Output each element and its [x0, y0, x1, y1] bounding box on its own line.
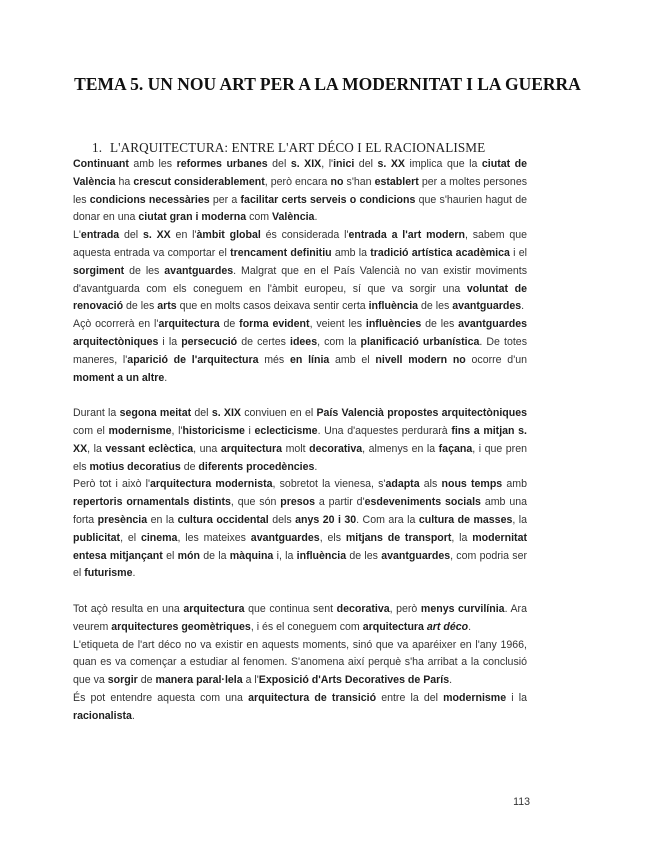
text-run: .: [314, 211, 318, 224]
text-run: amb: [502, 478, 527, 491]
text-run: a l': [242, 674, 259, 687]
emphasis-text: idees: [290, 335, 318, 348]
emphasis-text: màquina: [229, 549, 274, 562]
section-number: 1.: [92, 140, 103, 155]
emphasis-text: reformes urbanes: [176, 158, 268, 170]
text-run: , els: [319, 531, 346, 544]
text-run: s'han: [343, 175, 375, 188]
text-run: del: [119, 229, 143, 242]
emphasis-text: ciutat gran i moderna: [138, 211, 247, 224]
emphasis-text: presos: [280, 496, 315, 509]
text-run: .: [521, 300, 525, 313]
text-run: , sobretot la vienesa, s': [272, 478, 386, 491]
emphasis-text: crescut considerablement: [133, 175, 265, 188]
emphasis-text: influència: [296, 549, 347, 562]
emphasis-text: en línia: [289, 353, 330, 366]
emphasis-text: avantguardes: [381, 549, 451, 562]
emphasis-text: tradició artística acadèmica: [370, 246, 510, 259]
text-run: . Una d'aquestes perdurarà: [317, 424, 452, 437]
emphasis-text: arts: [157, 300, 177, 313]
emphasis-text: voluntat de renovació: [73, 282, 527, 313]
emphasis-text: motius decoratius: [89, 460, 181, 473]
emphasis-text: modernisme: [108, 424, 172, 437]
text-run: amb la: [331, 246, 371, 259]
emphasis-text: eclecticisme: [254, 424, 318, 437]
text-run: .: [314, 460, 318, 473]
emphasis-text: arquitectura: [183, 602, 245, 615]
text-run: , la: [87, 442, 106, 455]
section-title: L'ARQUITECTURA: ENTRE L'ART DÉCO I EL RACIONALISME: [110, 140, 486, 155]
emphasis-text: àmbit global: [196, 229, 261, 242]
text-run: Tot açò resulta en una: [73, 602, 184, 615]
text-run: en la: [147, 513, 178, 526]
emphasis-text: menys curvilínia: [420, 602, 505, 615]
text-run: , l': [321, 158, 334, 170]
text-run: del: [267, 158, 291, 170]
page-number: 113: [513, 796, 530, 808]
emphasis-text: arquitectura de transició: [248, 691, 377, 704]
text-run: .: [164, 371, 168, 384]
emphasis-text: persecució: [181, 335, 238, 348]
text-run: , veient les: [309, 318, 366, 331]
emphasis-text: arquitectura: [158, 318, 220, 331]
emphasis-text: vessant eclèctica: [105, 442, 194, 455]
text-run: de: [180, 460, 199, 473]
emphasis-text: País Valencià propostes arquitectòniques: [316, 407, 528, 420]
text-run: del: [354, 158, 378, 170]
emphasis-text: moment a un altre: [73, 371, 165, 384]
text-run: .: [132, 567, 136, 580]
text-run: de la: [199, 549, 230, 562]
emphasis-text: fins a mitjan s. XX: [73, 424, 527, 455]
text-run: , almenys en la: [362, 442, 439, 455]
emphasis-text: diferents procedències: [198, 460, 315, 473]
text-run: en l': [170, 229, 197, 242]
paragraph: [73, 405, 527, 476]
emphasis-text: avantguardes: [164, 264, 234, 277]
text-run: . Ara veurem: [73, 602, 527, 633]
text-run: com el: [73, 424, 109, 437]
emphasis-text: sorgiment: [73, 264, 125, 277]
text-run: i el: [509, 246, 527, 259]
emphasis-text: s. XIX: [211, 407, 241, 420]
emphasis-text: arquitectura: [362, 620, 427, 633]
emphasis-text: no: [330, 175, 344, 188]
text-run: , la: [512, 513, 528, 526]
text-run: , i que pren els: [73, 442, 527, 473]
emphasis-text: anys 20 i 30: [295, 513, 357, 526]
section-heading: [92, 140, 562, 156]
text-run: implica que la: [404, 158, 482, 170]
emphasis-text: decorativa: [309, 442, 363, 455]
emphasis-text: Continuant: [73, 158, 129, 170]
emphasis-text: cinema: [140, 531, 178, 544]
text-run: que continua sent: [244, 602, 337, 615]
text-run: Però tot i això l': [73, 478, 151, 491]
text-run: , però: [389, 602, 421, 615]
text-run: més: [258, 353, 290, 366]
text-run: . De totes maneres, l': [73, 335, 527, 366]
text-run: entre la del: [376, 691, 444, 704]
emphasis-text: Exposició d'Arts Decoratives de París: [258, 674, 450, 687]
text-run: molt: [282, 442, 310, 455]
text-run: , les mateixes: [177, 531, 251, 544]
text-run: , sabem que aquesta entrada va comportar el: [73, 229, 528, 259]
emphasis-text: trencament definitiu: [230, 246, 332, 259]
text-run: amb el: [329, 353, 376, 366]
text-run: del: [191, 407, 212, 420]
text-run: .: [468, 620, 472, 633]
emphasis-text: s. XX: [377, 158, 405, 170]
emphasis-text: segona meitat: [119, 407, 192, 420]
emphasis-text: art déco: [426, 620, 469, 633]
text-run: L'etiqueta de l'art déco no va existir en aquests moments, sinó que va aparéixer en l'any 1966, quan es va començar a estudiar al fenomen. S'anomena així perquè s'ha arribat a la conclusió que va: [73, 638, 527, 687]
emphasis-text: planificació urbanística: [360, 335, 480, 348]
emphasis-text: establert: [374, 175, 419, 188]
paragraph: [73, 601, 527, 637]
paragraph: [73, 690, 527, 726]
emphasis-text: influència: [368, 300, 419, 313]
emphasis-text: futurisme: [84, 567, 133, 580]
paragraph: [73, 637, 527, 690]
paragraph: [73, 227, 527, 316]
emphasis-text: modernisme: [443, 691, 507, 704]
emphasis-text: món: [177, 549, 200, 562]
emphasis-text: València: [272, 211, 315, 224]
text-run: de les: [418, 300, 453, 313]
text-run: ocorre d'un: [465, 353, 528, 366]
emphasis-text: presència: [97, 513, 148, 526]
text-run: de: [137, 674, 156, 687]
text-run: L': [73, 229, 81, 242]
text-run: que en molts casos deixava sentir certa: [176, 300, 369, 313]
text-run: , com podria ser el: [73, 549, 528, 580]
text-run: Açò ocorrerà en l': [73, 318, 159, 331]
text-run: i: [244, 424, 255, 437]
paragraph: [73, 156, 527, 227]
text-run: el: [162, 549, 178, 562]
emphasis-text: arquitectures geomètriques: [111, 620, 251, 633]
text-run: , l': [171, 424, 183, 437]
text-run: a partir d': [315, 496, 365, 509]
emphasis-text: publicitat: [73, 531, 121, 544]
emphasis-text: condicions necessàries: [89, 193, 210, 206]
text-run: , i és el coneguem com: [250, 620, 363, 633]
emphasis-text: arquitectura: [220, 442, 283, 455]
text-run: és considerada l': [260, 229, 349, 242]
emphasis-text: modernitat entesa mitjançant: [73, 531, 528, 562]
emphasis-text: decorativa: [336, 602, 390, 615]
text-run: i la: [506, 691, 527, 704]
emphasis-text: cultura de masses: [418, 513, 513, 526]
emphasis-text: nivell modern no: [375, 353, 466, 366]
paragraph: [73, 476, 527, 583]
emphasis-text: forma evident: [239, 318, 310, 331]
text-run: amb les: [128, 158, 177, 170]
emphasis-text: aparició de l'arquitectura: [127, 353, 259, 366]
emphasis-text: adapta: [385, 478, 420, 491]
emphasis-text: influències: [365, 318, 422, 331]
text-run: als: [419, 478, 442, 491]
text-run: . Malgrat que en el País Valencià no van existir moviments d'avantguarda com els coneguem en l'àmbit europeu, sí que va sorgir una: [73, 264, 528, 295]
text-run: de les: [346, 549, 382, 562]
emphasis-text: facilitar certs serveis o condicions: [240, 193, 416, 206]
emphasis-text: façana: [438, 442, 473, 455]
text-run: És pot entendre aquesta com una: [73, 691, 249, 704]
emphasis-text: nous temps: [441, 478, 503, 491]
text-run: de les: [421, 318, 459, 331]
emphasis-text: inici: [333, 158, 355, 170]
text-run: amb una forta: [73, 496, 528, 526]
text-run: dels: [268, 513, 296, 526]
emphasis-text: avantguardes: [250, 531, 320, 544]
text-run: que s'haurien hagut de donar en una: [73, 193, 527, 224]
paragraph: [73, 316, 527, 387]
emphasis-text: cultura occidental: [177, 513, 269, 526]
emphasis-text: s. XX: [142, 229, 171, 242]
emphasis-text: avantguardes arquitectòniques: [73, 318, 528, 348]
emphasis-text: ciutat de València: [73, 158, 528, 188]
text-run: .: [131, 709, 135, 722]
emphasis-text: s. XIX: [290, 158, 322, 170]
emphasis-text: historicisme: [182, 424, 245, 437]
text-run: conviuen en el: [240, 407, 317, 420]
text-run: de les: [124, 264, 165, 277]
body-text: [73, 156, 527, 726]
emphasis-text: entrada a l'art modern: [348, 229, 465, 242]
emphasis-text: mitjans de transport: [345, 531, 452, 544]
emphasis-text: repertoris ornamentals distints: [73, 496, 231, 509]
page-title: TEMA 5. UN NOU ART PER A LA MODERNITAT I LA GUERRA: [74, 74, 581, 94]
text-run: .: [449, 674, 453, 687]
text-run: per a: [209, 193, 241, 206]
text-run: i la: [158, 335, 182, 348]
text-run: i, la: [273, 549, 297, 562]
emphasis-text: racionalista: [73, 709, 132, 722]
emphasis-text: manera paral·lela: [155, 674, 243, 687]
text-run: de les: [123, 300, 158, 313]
text-run: , el: [120, 531, 141, 544]
emphasis-text: sorgir: [107, 674, 138, 687]
text-run: , que són: [230, 496, 281, 509]
text-run: Durant la: [73, 407, 120, 420]
text-run: , però encara: [264, 175, 331, 188]
text-run: , com la: [317, 335, 361, 348]
emphasis-text: avantguardes: [452, 300, 522, 313]
emphasis-text: esdeveniments socials: [364, 496, 481, 509]
text-run: , una: [193, 442, 221, 455]
text-run: ha: [115, 175, 134, 188]
text-run: per a moltes persones les: [73, 175, 528, 206]
text-run: de: [219, 318, 240, 331]
text-run: com: [246, 211, 273, 224]
emphasis-text: entrada: [80, 229, 120, 242]
text-run: de certes: [237, 335, 290, 348]
emphasis-text: arquitectura modernista: [150, 478, 273, 491]
text-run: . Com ara la: [356, 513, 419, 526]
text-run: , la: [451, 531, 473, 544]
